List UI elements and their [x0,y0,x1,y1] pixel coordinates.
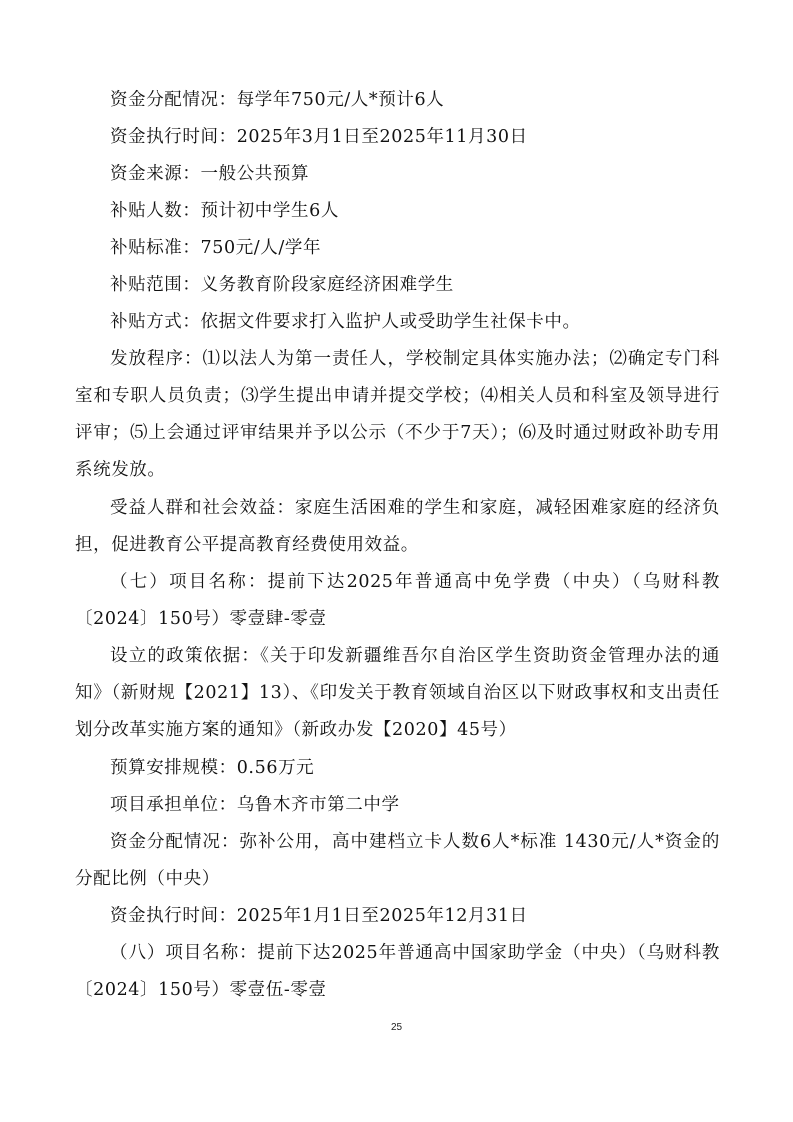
paragraph-subsidy-scope: 补贴范围：义务教育阶段家庭经济困难学生 [110,275,454,295]
paragraph-execution-time-2: 资金执行时间：2025年1月1日至2025年12月31日 [110,906,528,926]
page-number: 25 [390,1022,403,1033]
paragraph-responsible-unit: 项目承担单位：乌鲁木齐市第二中学 [110,795,400,815]
paragraph-subsidy-standard: 补贴标准：750元/人/学年 [110,238,322,258]
heading-project-7: （七）项目名称：提前下达2025年普通高中免学费（中央）（乌财科教〔2024〕150号）零壹肆-零壹 [75,572,720,629]
paragraph-fund-allocation-2: 资金分配情况：弥补公用，高中建档立卡人数6人*标准 1430元/人*资金的分配比例（中央） [75,832,720,889]
paragraph-distribution-procedure: 发放程序：⑴以法人为第一责任人，学校制定具体实施办法；⑵确定专门科室和专职人员负责；⑶学生提出申请并提交学校；⑷相关人员和科室及领导进行评审；⑸上会通过评审结果并予以公示（不少于7天）；⑹及时通过财政补助专用系统发放。 [75,349,720,480]
paragraph-beneficiaries: 受益人群和社会效益：家庭生活困难的学生和家庭，减轻困难家庭的经济负担，促进教育公平提高教育经费使用效益。 [75,498,720,555]
paragraph-subsidy-count: 补贴人数：预计初中学生6人 [110,201,339,221]
paragraph-budget-scale: 预算安排规模：0.56万元 [110,758,315,778]
paragraph-subsidy-method: 补贴方式：依据文件要求打入监护人或受助学生社保卡中。 [110,312,581,332]
heading-project-8: （八）项目名称：提前下达2025年普通高中国家助学金（中央）（乌财科教〔2024〕150号）零壹伍-零壹 [75,943,720,1000]
paragraph-fund-allocation: 资金分配情况：每学年750元/人*预计6人 [110,90,445,110]
paragraph-policy-basis: 设立的政策依据：《关于印发新疆维吾尔自治区学生资助资金管理办法的通知》（新财规【2021】13）、《印发关于教育领域自治区以下财政事权和支出责任划分改革实施方案的通知》（新政办发【2020】45号） [75,646,720,740]
paragraph-execution-time: 资金执行时间：2025年3月1日至2025年11月30日 [110,127,528,147]
paragraph-fund-source: 资金来源：一般公共预算 [110,164,310,184]
